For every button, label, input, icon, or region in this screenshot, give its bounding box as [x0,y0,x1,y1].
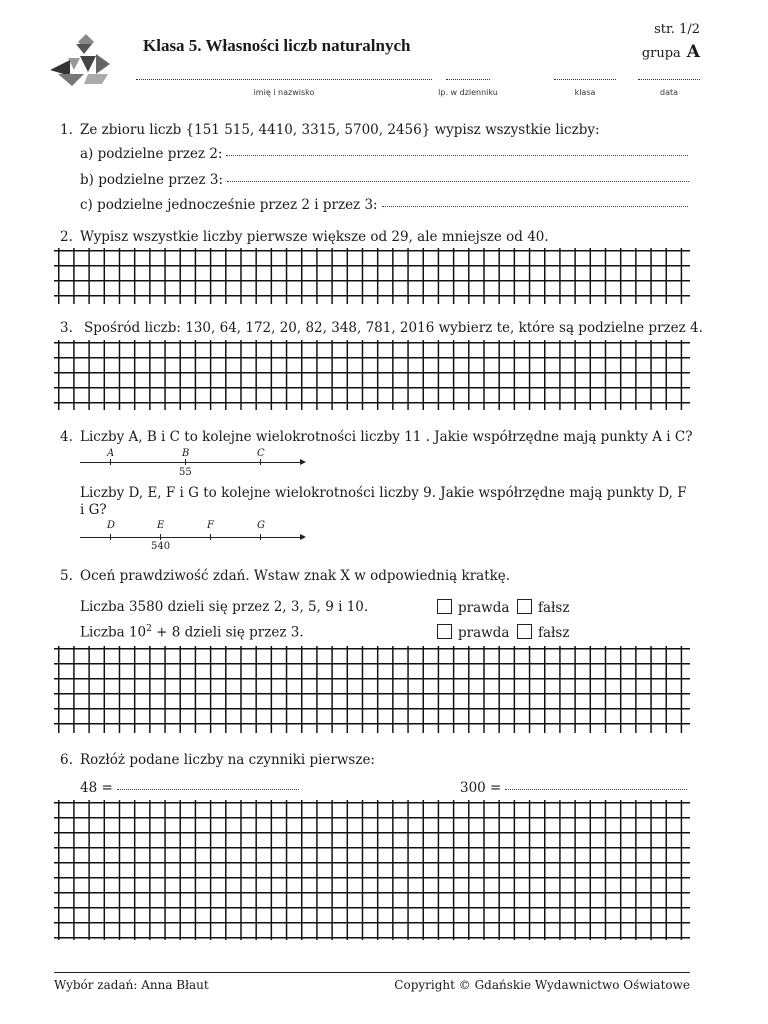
q1-part-b [80,172,689,188]
point-label-e: E [157,520,165,531]
question-text: Oceń prawdziwość zdań. Wstaw znak X w odpowiednią kratkę. [80,568,511,584]
answer-grid-q3[interactable] [54,340,690,410]
point-label-c: C [257,448,265,459]
question-3 [60,319,703,337]
true-label: prawda [458,625,510,641]
answer-grid-q5[interactable] [54,646,690,733]
tick-c [260,459,261,465]
checkbox[interactable] [437,624,452,639]
number-field[interactable] [446,79,490,80]
statement-2-base: Liczba 10 [80,624,147,641]
question-text: Liczby D, E, F i G to kolejne wielokrotności liczby 9. Jakie współrzędne mają punkty D, F [80,485,687,501]
question-text: Rozłóż podane liczby na czynniki pierwsze: [80,752,375,768]
q1-part-b-label: b) podzielne przez 3: [80,172,224,188]
point-label-d: D [107,520,116,531]
question-number: 2. [60,229,73,245]
group-label: grupa [641,46,681,61]
question-1 [60,121,600,139]
q1-answer-a[interactable] [226,155,688,156]
point-label-f: F [207,520,214,531]
name-caption: imię i nazwisko [253,88,315,97]
question-6 [60,751,375,769]
date-field[interactable] [638,79,700,80]
number-line-1 [80,450,310,480]
factor-300-answer[interactable] [505,789,687,790]
question-text: Wypisz wszystkie liczby pierwsze większe od 29, ale mniejsze od 40. [80,229,549,245]
question-number: 3. [60,320,73,336]
statement-2-true[interactable] [437,624,509,641]
footer-copyright: Copyright © Gdańskie Wydawnictwo Oświatowe [394,978,690,992]
answer-grid-q2[interactable] [54,248,690,304]
question-2 [60,228,549,246]
tick-f [210,534,211,540]
footer-divider [54,972,690,973]
tick-a [110,459,111,465]
question-4b-cont [80,501,107,519]
question-number: 5. [60,568,73,584]
factor-300-label: 300 = [460,780,502,796]
question-4b [80,484,687,502]
number-line-2 [80,520,310,550]
question-number: 1. [60,122,73,138]
tick-e [160,534,161,540]
axis-arrow [300,459,306,465]
question-5 [60,567,510,585]
false-label: fałsz [538,625,570,641]
factor-48-answer[interactable] [117,789,299,790]
class-field[interactable] [554,79,616,80]
group-value: A [686,42,700,62]
axis-line [80,462,300,463]
statement-1-true[interactable] [437,599,509,616]
class-caption: klasa [574,88,596,97]
axis-line [80,537,300,538]
axis-arrow [300,534,306,540]
true-label: prawda [458,600,510,616]
factor-48-label: 48 = [80,780,113,796]
statement-1-false[interactable] [517,599,569,616]
statement-2-exponent: 2 [146,624,152,634]
q1-part-c [80,197,688,213]
question-text: i G? [80,502,107,518]
point-label-a: A [107,448,115,459]
tick-d [110,534,111,540]
page-title: Klasa 5. Własności liczb naturalnych [143,36,411,55]
page-number: str. 1/2 [654,22,700,37]
question-text: Liczby A, B i C to kolejne wielokrotności liczby 11 . Jakie współrzędne mają punkty A i C? [80,429,693,445]
q1-part-c-label: c) podzielne jednocześnie przez 2 i przez 3: [80,197,378,213]
q1-part-a [80,146,688,162]
q1-answer-b[interactable] [227,181,689,182]
question-number: 6. [60,752,73,768]
question-text: Spośród liczb: 130, 64, 172, 20, 82, 348, 781, 2016 wybierz te, które są podzielne przez 4. [84,320,703,336]
factor-48 [80,780,299,796]
checkbox[interactable] [517,599,532,614]
footer-author: Wybór zadań: Anna Błaut [54,978,209,992]
name-field[interactable] [136,79,432,80]
statement-2 [80,624,304,641]
group-indicator [642,42,700,62]
q1-part-a-label: a) podzielne przez 2: [80,146,223,162]
question-4 [60,428,692,446]
point-label-b: B [182,448,190,459]
number-caption: lp. w dzienniku [438,88,498,97]
date-caption: data [659,88,679,97]
question-number: 4. [60,429,73,445]
statement-1: Liczba 3580 dzieli się przez 2, 3, 5, 9 i 10. [80,599,369,615]
statement-2-false[interactable] [517,624,569,641]
factor-300 [460,780,687,796]
publisher-logo [48,30,118,88]
statement-2-rest: + 8 dzieli się przez 3. [151,624,304,641]
false-label: fałsz [538,600,570,616]
point-value-e: 540 [151,541,171,552]
question-text: Ze zbioru liczb {151 515, 4410, 3315, 5700, 2456} wypisz wszystkie liczby: [80,122,600,138]
point-value-b: 55 [179,467,192,478]
answer-grid-q6[interactable] [54,800,690,940]
tick-g [260,534,261,540]
checkbox[interactable] [517,624,532,639]
tick-b [185,459,186,465]
point-label-g: G [257,520,265,531]
q1-answer-c[interactable] [382,206,688,207]
checkbox[interactable] [437,599,452,614]
